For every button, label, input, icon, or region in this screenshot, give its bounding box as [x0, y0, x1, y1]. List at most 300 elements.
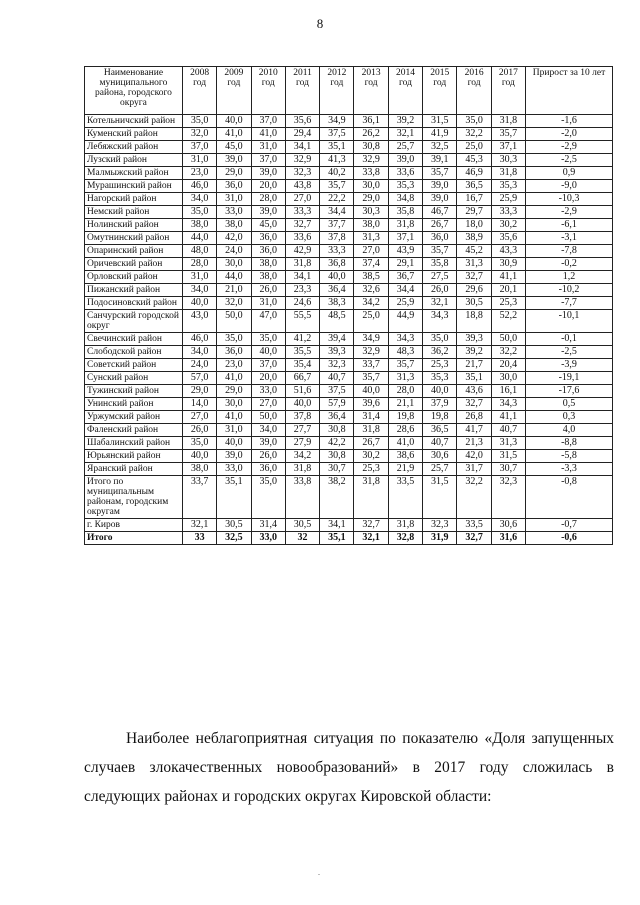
- value-cell: 57,9: [320, 398, 354, 411]
- value-cell: 40,0: [320, 271, 354, 284]
- value-cell: 32,5: [217, 532, 251, 545]
- row-name-cell: Орловский район: [85, 271, 183, 284]
- value-cell: 46,7: [423, 206, 457, 219]
- value-cell: 32,3: [491, 476, 525, 519]
- value-cell: 31,3: [388, 372, 422, 385]
- row-name-cell: Фаленский район: [85, 424, 183, 437]
- value-cell: 40,2: [320, 167, 354, 180]
- value-cell: 44,0: [182, 232, 216, 245]
- value-cell: 36,0: [251, 463, 285, 476]
- value-cell: 38,0: [251, 258, 285, 271]
- value-cell: 21,3: [457, 437, 491, 450]
- value-cell: 31,8: [285, 258, 319, 271]
- value-cell: 24,6: [285, 297, 319, 310]
- value-cell: 34,9: [320, 115, 354, 128]
- value-cell: 30,8: [320, 424, 354, 437]
- value-cell: 35,3: [491, 180, 525, 193]
- value-cell: 27,0: [285, 193, 319, 206]
- value-cell: 39,0: [251, 167, 285, 180]
- value-cell: 30,5: [457, 297, 491, 310]
- value-cell: 39,4: [320, 333, 354, 346]
- value-cell: 32,1: [182, 519, 216, 532]
- value-cell: 40,7: [320, 372, 354, 385]
- value-cell: 30,9: [491, 258, 525, 271]
- value-cell: 33,6: [388, 167, 422, 180]
- value-cell: 34,3: [491, 398, 525, 411]
- table-row: [85, 284, 613, 297]
- value-cell: 40,0: [182, 450, 216, 463]
- value-cell: 22,2: [320, 193, 354, 206]
- value-cell: 25,9: [388, 297, 422, 310]
- value-cell: 30,0: [217, 398, 251, 411]
- value-cell: 35,1: [217, 476, 251, 519]
- value-cell: 31,0: [251, 141, 285, 154]
- value-cell: 55,5: [285, 310, 319, 333]
- row-name-cell: Нагорский район: [85, 193, 183, 206]
- value-cell: 23,0: [182, 167, 216, 180]
- page-number: 8: [316, 16, 324, 31]
- value-cell: 30,3: [354, 206, 388, 219]
- header-year-column: 2016 год: [457, 67, 491, 115]
- value-cell: 33,5: [457, 519, 491, 532]
- value-cell: 29,7: [457, 206, 491, 219]
- value-cell: 39,6: [354, 398, 388, 411]
- value-cell: -0,7: [526, 519, 613, 532]
- value-cell: 29,1: [388, 258, 422, 271]
- value-cell: 36,4: [320, 411, 354, 424]
- value-cell: 37,8: [320, 232, 354, 245]
- value-cell: 34,2: [285, 450, 319, 463]
- value-cell: 27,5: [423, 271, 457, 284]
- table-row: [85, 297, 613, 310]
- value-cell: 33: [182, 532, 216, 545]
- header-year-column: 2011 год: [285, 67, 319, 115]
- value-cell: 20,0: [251, 180, 285, 193]
- value-cell: 32,6: [354, 284, 388, 297]
- table-row: [85, 232, 613, 245]
- value-cell: 34,0: [182, 346, 216, 359]
- value-cell: 39,2: [388, 115, 422, 128]
- value-cell: 32,1: [388, 128, 422, 141]
- table-row: [85, 180, 613, 193]
- value-cell: 35,1: [320, 532, 354, 545]
- value-cell: 39,2: [457, 346, 491, 359]
- value-cell: 41,0: [217, 372, 251, 385]
- value-cell: 40,0: [251, 346, 285, 359]
- value-cell: 39,0: [217, 450, 251, 463]
- value-cell: 24,0: [217, 245, 251, 258]
- value-cell: 39,0: [423, 180, 457, 193]
- value-cell: -2,9: [526, 141, 613, 154]
- value-cell: 33,0: [217, 463, 251, 476]
- value-cell: 31,5: [423, 115, 457, 128]
- value-cell: 28,0: [182, 258, 216, 271]
- value-cell: 37,0: [182, 141, 216, 154]
- value-cell: -5,8: [526, 450, 613, 463]
- value-cell: 39,1: [423, 154, 457, 167]
- row-name-cell: Опаринский район: [85, 245, 183, 258]
- value-cell: -8,8: [526, 437, 613, 450]
- value-cell: 35,3: [423, 372, 457, 385]
- value-cell: 43,8: [285, 180, 319, 193]
- value-cell: 35,0: [457, 115, 491, 128]
- value-cell: 31,6: [491, 532, 525, 545]
- value-cell: 36,2: [423, 346, 457, 359]
- value-cell: 32: [285, 532, 319, 545]
- row-name-cell: Оричевский район: [85, 258, 183, 271]
- value-cell: 33,0: [251, 385, 285, 398]
- value-cell: 28,0: [388, 385, 422, 398]
- value-cell: 41,1: [491, 411, 525, 424]
- row-name-cell: Нолинский район: [85, 219, 183, 232]
- value-cell: 28,0: [251, 193, 285, 206]
- value-cell: 46,0: [182, 180, 216, 193]
- value-cell: 39,0: [251, 437, 285, 450]
- value-cell: 37,7: [320, 219, 354, 232]
- value-cell: 30,5: [285, 519, 319, 532]
- value-cell: 37,4: [354, 258, 388, 271]
- value-cell: 32,3: [423, 519, 457, 532]
- value-cell: 42,9: [285, 245, 319, 258]
- value-cell: 32,2: [457, 476, 491, 519]
- value-cell: 31,8: [388, 519, 422, 532]
- value-cell: 31,7: [457, 463, 491, 476]
- value-cell: -10,3: [526, 193, 613, 206]
- value-cell: 50,0: [491, 333, 525, 346]
- value-cell: 1,2: [526, 271, 613, 284]
- statistics-table: [84, 66, 613, 545]
- value-cell: -19,1: [526, 372, 613, 385]
- value-cell: 36,1: [354, 115, 388, 128]
- value-cell: -3,9: [526, 359, 613, 372]
- value-cell: 31,5: [423, 476, 457, 519]
- value-cell: 35,0: [182, 115, 216, 128]
- table-row: [85, 411, 613, 424]
- value-cell: 33,6: [285, 232, 319, 245]
- value-cell: 26,0: [423, 284, 457, 297]
- table-row: [85, 398, 613, 411]
- value-cell: 40,7: [491, 424, 525, 437]
- row-name-cell: Итого по муниципальным районам, городским округам: [85, 476, 183, 519]
- table-body: [85, 115, 613, 545]
- value-cell: 4,0: [526, 424, 613, 437]
- value-cell: 26,8: [457, 411, 491, 424]
- table-row: [85, 424, 613, 437]
- value-cell: -0,6: [526, 532, 613, 545]
- value-cell: 37,8: [285, 411, 319, 424]
- value-cell: 29,4: [285, 128, 319, 141]
- value-cell: 35,7: [491, 128, 525, 141]
- table-row: [85, 372, 613, 385]
- value-cell: 32,0: [182, 128, 216, 141]
- value-cell: 33,5: [388, 476, 422, 519]
- value-cell: 20,4: [491, 359, 525, 372]
- value-cell: 34,1: [285, 141, 319, 154]
- value-cell: 30,7: [320, 463, 354, 476]
- header-year-column: 2017 год: [491, 67, 525, 115]
- table-header-row: [85, 67, 613, 115]
- value-cell: -6,1: [526, 219, 613, 232]
- header-year-column: 2008 год: [182, 67, 216, 115]
- row-name-cell: Санчурский городской округ: [85, 310, 183, 333]
- value-cell: 31,0: [217, 424, 251, 437]
- value-cell: 35,7: [320, 180, 354, 193]
- header-year-column: 2015 год: [423, 67, 457, 115]
- value-cell: 26,0: [251, 284, 285, 297]
- value-cell: 25,3: [491, 297, 525, 310]
- value-cell: 38,0: [251, 271, 285, 284]
- value-cell: 34,0: [251, 424, 285, 437]
- value-cell: 29,0: [354, 193, 388, 206]
- footer-mark: .: [318, 868, 320, 877]
- value-cell: 29,0: [182, 385, 216, 398]
- value-cell: 39,3: [457, 333, 491, 346]
- value-cell: 21,7: [457, 359, 491, 372]
- value-cell: 35,6: [491, 232, 525, 245]
- value-cell: 35,7: [423, 167, 457, 180]
- value-cell: 14,0: [182, 398, 216, 411]
- value-cell: 41,7: [457, 424, 491, 437]
- value-cell: 0,9: [526, 167, 613, 180]
- value-cell: 40,0: [354, 385, 388, 398]
- value-cell: 38,6: [388, 450, 422, 463]
- value-cell: 31,4: [251, 519, 285, 532]
- value-cell: 38,2: [320, 476, 354, 519]
- value-cell: 32,2: [491, 346, 525, 359]
- value-cell: 36,0: [251, 232, 285, 245]
- value-cell: 33,3: [285, 206, 319, 219]
- header-name-column: Наименование муниципального района, городского округа: [85, 67, 183, 115]
- value-cell: 39,0: [423, 193, 457, 206]
- row-name-cell: Лузский район: [85, 154, 183, 167]
- value-cell: 32,1: [354, 532, 388, 545]
- table-row: [85, 245, 613, 258]
- value-cell: 42,0: [457, 450, 491, 463]
- row-name-cell: Пижанский район: [85, 284, 183, 297]
- table-total-row: [85, 532, 613, 545]
- value-cell: 32,7: [457, 271, 491, 284]
- value-cell: 21,1: [388, 398, 422, 411]
- value-cell: 35,0: [182, 437, 216, 450]
- value-cell: 36,0: [217, 346, 251, 359]
- value-cell: 31,0: [182, 271, 216, 284]
- table-row: [85, 154, 613, 167]
- value-cell: 35,5: [285, 346, 319, 359]
- value-cell: -10,1: [526, 310, 613, 333]
- value-cell: 37,9: [423, 398, 457, 411]
- value-cell: 30,0: [491, 372, 525, 385]
- value-cell: -3,3: [526, 463, 613, 476]
- value-cell: 25,9: [491, 193, 525, 206]
- value-cell: 35,0: [251, 476, 285, 519]
- value-cell: 25,0: [457, 141, 491, 154]
- value-cell: 35,8: [388, 206, 422, 219]
- value-cell: 31,3: [354, 232, 388, 245]
- header-year-column: 2010 год: [251, 67, 285, 115]
- value-cell: 31,8: [388, 219, 422, 232]
- value-cell: 36,0: [423, 232, 457, 245]
- header-growth-column: Прирост за 10 лет: [526, 67, 613, 115]
- value-cell: -2,9: [526, 206, 613, 219]
- value-cell: 33,7: [182, 476, 216, 519]
- value-cell: 45,2: [457, 245, 491, 258]
- value-cell: 40,0: [217, 437, 251, 450]
- value-cell: 35,1: [320, 141, 354, 154]
- value-cell: 32,9: [354, 154, 388, 167]
- value-cell: 31,8: [491, 167, 525, 180]
- value-cell: 16,1: [491, 385, 525, 398]
- value-cell: 41,0: [388, 437, 422, 450]
- value-cell: 39,0: [251, 206, 285, 219]
- value-cell: 32,1: [423, 297, 457, 310]
- body-paragraph: Наиболее неблагоприятная ситуация по показателю «Доля запущенных случаев злокачественных новообразований» в 2017 году сложилась в следующих районах и городских округах Кировской области:: [84, 730, 614, 805]
- value-cell: 30,2: [491, 219, 525, 232]
- table-row: [85, 463, 613, 476]
- value-cell: 21,0: [217, 284, 251, 297]
- table-row: [85, 310, 613, 333]
- value-cell: 0,3: [526, 411, 613, 424]
- value-cell: 43,9: [388, 245, 422, 258]
- value-cell: 46,0: [182, 333, 216, 346]
- value-cell: 26,7: [423, 219, 457, 232]
- value-cell: 37,1: [491, 141, 525, 154]
- value-cell: 34,3: [423, 310, 457, 333]
- value-cell: 36,0: [251, 245, 285, 258]
- value-cell: -3,1: [526, 232, 613, 245]
- value-cell: 20,1: [491, 284, 525, 297]
- value-cell: 41,2: [285, 333, 319, 346]
- value-cell: 18,0: [457, 219, 491, 232]
- value-cell: 20,0: [251, 372, 285, 385]
- value-cell: 36,8: [320, 258, 354, 271]
- value-cell: 48,3: [388, 346, 422, 359]
- value-cell: 39,0: [388, 154, 422, 167]
- value-cell: 39,0: [217, 154, 251, 167]
- value-cell: 29,6: [457, 284, 491, 297]
- value-cell: 27,9: [285, 437, 319, 450]
- value-cell: 30,2: [354, 450, 388, 463]
- value-cell: 24,0: [182, 359, 216, 372]
- header-year-column: 2013 год: [354, 67, 388, 115]
- value-cell: 27,7: [285, 424, 319, 437]
- row-name-cell: Куменский район: [85, 128, 183, 141]
- value-cell: 40,0: [285, 398, 319, 411]
- value-cell: 41,0: [217, 411, 251, 424]
- value-cell: 34,0: [182, 193, 216, 206]
- value-cell: 41,9: [423, 128, 457, 141]
- header-year-column: 2009 год: [217, 67, 251, 115]
- value-cell: 51,6: [285, 385, 319, 398]
- row-name-cell: Сунский район: [85, 372, 183, 385]
- value-cell: 30,6: [491, 519, 525, 532]
- value-cell: 41,0: [251, 128, 285, 141]
- value-cell: 32,5: [423, 141, 457, 154]
- value-cell: 28,6: [388, 424, 422, 437]
- value-cell: 29,0: [217, 385, 251, 398]
- table-row: [85, 128, 613, 141]
- value-cell: 30,7: [491, 463, 525, 476]
- value-cell: 37,1: [388, 232, 422, 245]
- value-cell: 33,0: [251, 532, 285, 545]
- value-cell: 43,0: [182, 310, 216, 333]
- value-cell: 37,0: [251, 359, 285, 372]
- value-cell: 25,7: [388, 141, 422, 154]
- value-cell: 34,0: [182, 284, 216, 297]
- value-cell: 31,4: [354, 411, 388, 424]
- value-cell: 34,8: [388, 193, 422, 206]
- value-cell: 35,0: [217, 333, 251, 346]
- row-name-cell: Лебяжский район: [85, 141, 183, 154]
- value-cell: 38,3: [320, 297, 354, 310]
- value-cell: -10,2: [526, 284, 613, 297]
- value-cell: 19,8: [423, 411, 457, 424]
- table-row: [85, 476, 613, 519]
- table-row: [85, 206, 613, 219]
- value-cell: 45,0: [217, 141, 251, 154]
- value-cell: 29,0: [217, 167, 251, 180]
- row-name-cell: Шабалинский район: [85, 437, 183, 450]
- value-cell: 31,3: [457, 258, 491, 271]
- value-cell: 44,0: [217, 271, 251, 284]
- value-cell: 35,4: [285, 359, 319, 372]
- row-name-cell: Свечинский район: [85, 333, 183, 346]
- value-cell: 39,3: [320, 346, 354, 359]
- value-cell: 57,0: [182, 372, 216, 385]
- value-cell: 16,7: [457, 193, 491, 206]
- value-cell: 34,1: [285, 271, 319, 284]
- row-name-cell: Немский район: [85, 206, 183, 219]
- value-cell: 33,8: [285, 476, 319, 519]
- value-cell: 34,2: [354, 297, 388, 310]
- row-name-cell: Советский район: [85, 359, 183, 372]
- value-cell: 45,3: [457, 154, 491, 167]
- value-cell: 40,7: [423, 437, 457, 450]
- value-cell: 50,0: [251, 411, 285, 424]
- value-cell: 30,6: [423, 450, 457, 463]
- value-cell: 33,8: [354, 167, 388, 180]
- value-cell: 33,3: [491, 206, 525, 219]
- value-cell: 40,0: [423, 385, 457, 398]
- table-row: [85, 359, 613, 372]
- value-cell: 21,9: [388, 463, 422, 476]
- value-cell: 38,9: [457, 232, 491, 245]
- value-cell: 34,3: [388, 333, 422, 346]
- row-name-cell: Тужинский район: [85, 385, 183, 398]
- value-cell: 30,3: [491, 154, 525, 167]
- value-cell: 50,0: [217, 310, 251, 333]
- value-cell: 32,3: [320, 359, 354, 372]
- value-cell: 35,0: [251, 333, 285, 346]
- table-row: [85, 437, 613, 450]
- value-cell: 25,0: [354, 310, 388, 333]
- value-cell: 43,3: [491, 245, 525, 258]
- value-cell: 35,3: [388, 180, 422, 193]
- value-cell: 45,0: [251, 219, 285, 232]
- value-cell: 37,0: [251, 115, 285, 128]
- value-cell: 35,8: [423, 258, 457, 271]
- value-cell: 40,0: [217, 115, 251, 128]
- value-cell: 30,8: [320, 450, 354, 463]
- value-cell: 30,5: [217, 519, 251, 532]
- value-cell: 31,3: [491, 437, 525, 450]
- value-cell: 25,7: [423, 463, 457, 476]
- table-row: [85, 271, 613, 284]
- value-cell: 35,7: [354, 372, 388, 385]
- value-cell: 31,8: [491, 115, 525, 128]
- value-cell: 46,9: [457, 167, 491, 180]
- value-cell: 31,8: [354, 476, 388, 519]
- value-cell: 47,0: [251, 310, 285, 333]
